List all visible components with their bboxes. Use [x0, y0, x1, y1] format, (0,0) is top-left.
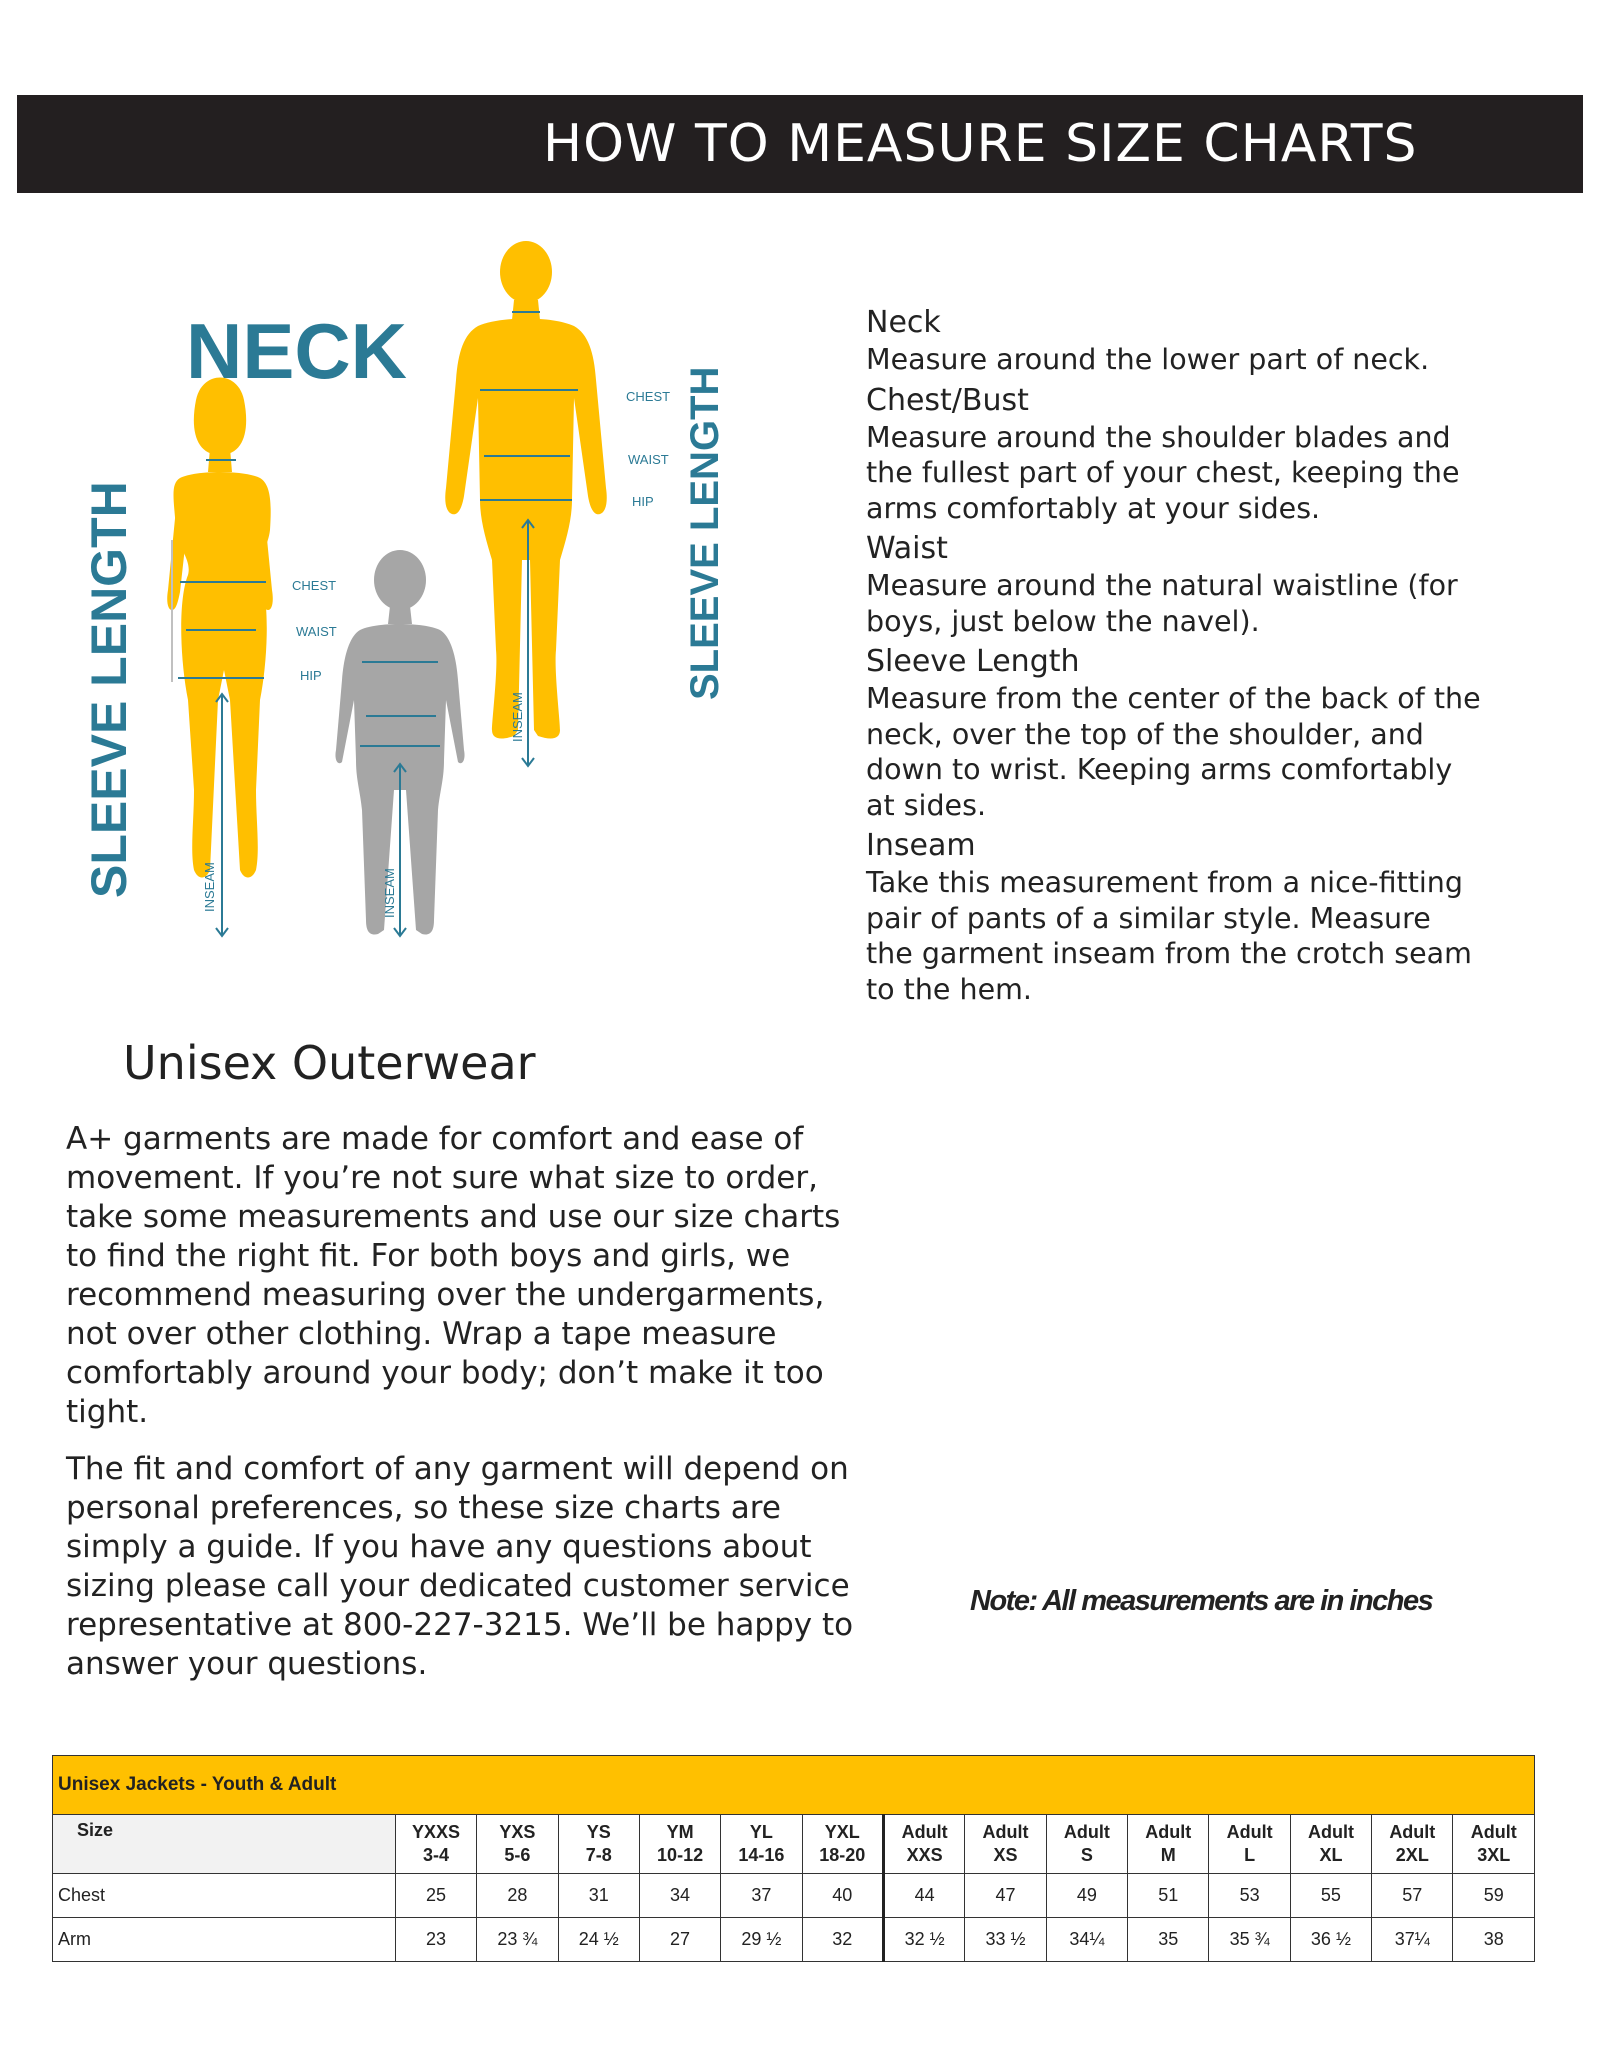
- size-column-header: Adult M: [1128, 1815, 1209, 1874]
- size-header-label: Size: [53, 1815, 396, 1874]
- measurement-definitions: [866, 304, 1486, 1011]
- definition-term: Neck: [866, 305, 941, 340]
- table-cell: 34: [639, 1874, 720, 1918]
- definition-text: Measure around the shoulder blades and the fullest part of your chest, keeping the arms comfortably at your sides.: [866, 420, 1460, 525]
- size-column-header: Adult L: [1209, 1815, 1290, 1874]
- man-waist-label: WAIST: [628, 452, 669, 467]
- size-column-header: YL 14-16: [721, 1815, 802, 1874]
- table-title: Unisex Jackets - Youth & Adult: [53, 1756, 1535, 1815]
- table-row-arm: [53, 1918, 1535, 1962]
- definition-text: Measure from the center of the back of the neck, over the top of the shoulder, and down to wrist. Keeping arms comfortably at sides.: [866, 682, 1481, 822]
- woman-figure: [167, 378, 273, 878]
- section-title: Unisex Outerwear: [123, 1036, 536, 1090]
- table-cell: 37¼: [1372, 1918, 1453, 1962]
- size-chart-table: [52, 1755, 1535, 1962]
- definition-term: Sleeve Length: [866, 644, 1080, 679]
- woman-waist-label: WAIST: [296, 624, 337, 639]
- table-cell: 32 ½: [883, 1918, 964, 1962]
- size-column-header: Adult XXS: [883, 1815, 964, 1874]
- table-cell: 51: [1128, 1874, 1209, 1918]
- sleeve-length-label-left: SLEEVE LENGTH: [81, 481, 137, 898]
- row-label: Chest: [53, 1874, 396, 1918]
- size-column-header: YS 7-8: [558, 1815, 639, 1874]
- child-inseam-label: INSEAM: [382, 868, 397, 918]
- table-cell: 59: [1453, 1874, 1535, 1918]
- table-cell: 37: [721, 1874, 802, 1918]
- table-cell: 47: [965, 1874, 1046, 1918]
- definition-text: Take this measurement from a nice-fitting pair of pants of a similar style. Measure the garment inseam from the crotch seam to the hem.: [866, 866, 1472, 1006]
- table-cell: 53: [1209, 1874, 1290, 1918]
- table-cell: 35 ¾: [1209, 1918, 1290, 1962]
- table-cell: 27: [639, 1918, 720, 1962]
- table-cell: 23: [395, 1918, 476, 1962]
- table-header-row: [53, 1815, 1535, 1874]
- definition-text: Measure around the natural waistline (for boys, just below the navel).: [866, 569, 1458, 638]
- table-cell: 29 ½: [721, 1918, 802, 1962]
- size-column-header: YM 10-12: [639, 1815, 720, 1874]
- table-cell: 44: [883, 1874, 964, 1918]
- table-cell: 31: [558, 1874, 639, 1918]
- woman-hip-label: HIP: [300, 668, 322, 683]
- man-inseam-label: INSEAM: [510, 692, 525, 742]
- woman-chest-label: CHEST: [292, 578, 337, 593]
- measurement-illustration: [60, 230, 780, 950]
- table-title-row: [53, 1756, 1535, 1815]
- table-cell: 24 ½: [558, 1918, 639, 1962]
- intro-paragraph: A+ garments are made for comfort and ease of movement. If you’re not sure what size to order, take some measurements and use our size charts to find the right fit. For both boys and girls, we recommend measuring over the undergarments, not over other clothing. Wrap a tape measure comfortably around your body; don’t make it too tight.: [66, 1121, 841, 1430]
- table-cell: 23 ¾: [477, 1918, 558, 1962]
- body-figures: [60, 230, 780, 950]
- size-column-header: YXS 5-6: [477, 1815, 558, 1874]
- man-figure: [445, 241, 607, 738]
- woman-inseam-label: INSEAM: [202, 862, 217, 912]
- man-chest-label: CHEST: [626, 389, 671, 404]
- table-cell: 55: [1290, 1874, 1371, 1918]
- size-column-header: YXL 18-20: [802, 1815, 883, 1874]
- size-column-header: Adult S: [1046, 1815, 1127, 1874]
- size-column-header: Adult 3XL: [1453, 1815, 1535, 1874]
- measurement-note: Note: All measurements are in inches: [970, 1585, 1433, 1617]
- table-cell: 34¼: [1046, 1918, 1127, 1962]
- definition-term: Inseam: [866, 828, 976, 863]
- size-column-header: Adult XS: [965, 1815, 1046, 1874]
- table-cell: 28: [477, 1874, 558, 1918]
- table-cell: 38: [1453, 1918, 1535, 1962]
- definition-text: Measure around the lower part of neck.: [866, 343, 1430, 376]
- size-column-header: YXXS 3-4: [395, 1815, 476, 1874]
- size-column-header: Adult 2XL: [1372, 1815, 1453, 1874]
- man-hip-label: HIP: [632, 494, 654, 509]
- row-label: Arm: [53, 1918, 396, 1962]
- table-cell: 25: [395, 1874, 476, 1918]
- table-cell: 36 ½: [1290, 1918, 1371, 1962]
- table-cell: 33 ½: [965, 1918, 1046, 1962]
- definition-term: Waist: [866, 531, 948, 566]
- definition-term: Chest/Bust: [866, 382, 1029, 418]
- neck-label: NECK: [186, 307, 408, 395]
- table-row-chest: [53, 1874, 1535, 1918]
- size-column-header: Adult XL: [1290, 1815, 1371, 1874]
- table-cell: 57: [1372, 1874, 1453, 1918]
- table-cell: 35: [1128, 1918, 1209, 1962]
- intro-text: [66, 1120, 866, 1702]
- table-cell: 40: [802, 1874, 883, 1918]
- table-cell: 32: [802, 1918, 883, 1962]
- page-title: HOW TO MEASURE SIZE CHARTS: [543, 114, 1418, 174]
- intro-paragraph: The fit and comfort of any garment will depend on personal preferences, so these size charts are simply a guide. If you have any questions about sizing please call your dedicated customer service representative at 800-227-3215. We’ll be happy to answer your questions.: [66, 1451, 854, 1682]
- sleeve-length-label-right: SLEEVE LENGTH: [683, 366, 727, 700]
- table-cell: 49: [1046, 1874, 1127, 1918]
